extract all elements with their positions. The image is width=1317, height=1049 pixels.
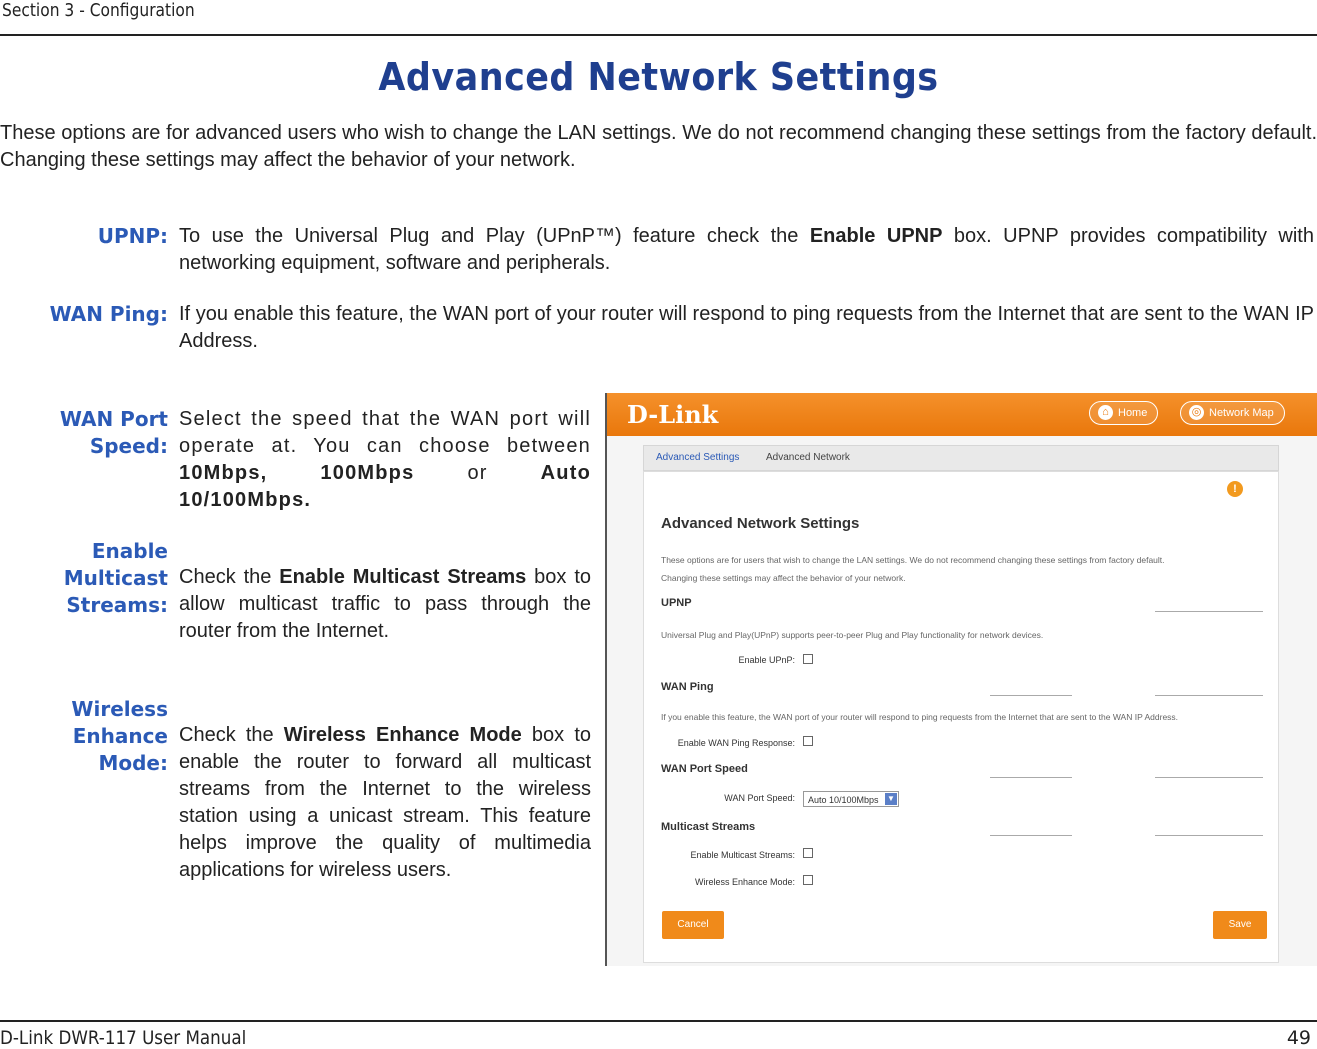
divider — [1155, 777, 1263, 778]
wan-ping-response-checkbox[interactable] — [803, 736, 813, 746]
network-map-button[interactable]: ◎ Network Map — [1180, 401, 1285, 425]
router-topbar — [607, 393, 1317, 436]
router-enable-upnp-label: Enable UPnP: — [738, 655, 795, 665]
enable-upnp-checkbox[interactable] — [803, 654, 813, 664]
router-breadcrumb — [643, 445, 1279, 471]
divider — [1155, 695, 1263, 696]
router-wan-port-speed-head: WAN Port Speed — [661, 763, 748, 775]
breadcrumb-advanced-network: Advanced Network — [766, 452, 850, 463]
wan-port-speed-select[interactable]: Auto 10/100Mbps ▼ — [803, 791, 899, 807]
router-panel-desc-1: These options are for users that wish to change the LAN settings. We do not recommend changing these settings from factory default. — [661, 555, 1165, 565]
info-icon[interactable]: ! — [1227, 481, 1243, 497]
router-upnp-desc: Universal Plug and Play(UPnP) supports peer-to-peer Plug and Play functionality for network devices. — [661, 630, 1044, 640]
router-wan-ping-response-label: Enable WAN Ping Response: — [677, 738, 795, 748]
wan-ping-label: WAN Ping: — [49, 302, 168, 326]
chevron-down-icon: ▼ — [885, 793, 897, 805]
divider — [990, 695, 1072, 696]
divider — [990, 835, 1072, 836]
wireless-enhance-description: Check the Wireless Enhance Mode box to enable the router to forward all multicast streams from the Internet to the wireless station using a unicast stream. This feature helps improve the quality of multimedia applications for wireless users. — [179, 724, 591, 881]
router-wan-ping-desc: If you enable this feature, the WAN port of your router will respond to ping requests from the Internet that are sent to the WAN IP Address. — [661, 712, 1179, 722]
wan-ping-description: If you enable this feature, the WAN port of your router will respond to ping requests from the Internet that are sent to the WAN IP Address. — [179, 303, 1314, 352]
intro-paragraph: These options are for advanced users who wish to change the LAN settings. We do not recommend changing these settings from the factory default. Changing these settings may affect the behavior of your network. — [0, 122, 1317, 171]
footer-rule — [0, 1020, 1317, 1022]
breadcrumb-advanced-settings[interactable]: Advanced Settings — [656, 452, 740, 463]
wireless-enhance-label: Wireless Enhance Mode: — [71, 697, 168, 775]
router-multicast-head: Multicast Streams — [661, 821, 756, 833]
multicast-description: Check the Enable Multicast Streams box to allow multicast traffic to pass through the router from the Internet. — [179, 566, 591, 642]
home-button[interactable]: ⌂ Home — [1089, 401, 1158, 425]
router-multicast-label: Enable Multicast Streams: — [690, 850, 795, 860]
router-upnp-head: UPNP — [661, 597, 692, 609]
wireless-enhance-checkbox[interactable] — [803, 875, 813, 885]
divider — [1155, 611, 1263, 612]
cancel-button[interactable]: Cancel — [662, 911, 724, 939]
router-panel-desc-2: Changing these settings may affect the behavior of your network. — [661, 573, 906, 583]
divider — [990, 777, 1072, 778]
router-panel-title: Advanced Network Settings — [661, 515, 860, 532]
multicast-checkbox[interactable] — [803, 848, 813, 858]
dlink-logo: D-Link — [627, 400, 719, 429]
save-button[interactable]: Save — [1213, 911, 1267, 939]
router-wan-ping-head: WAN Ping — [661, 681, 714, 693]
home-icon: ⌂ — [1098, 405, 1113, 420]
multicast-label: Enable Multicast Streams: — [63, 539, 168, 617]
router-wan-port-speed-label: WAN Port Speed: — [724, 793, 795, 803]
upnp-description: To use the Universal Plug and Play (UPnP™) feature check the Enable UPNP box. UPNP provides compatibility with networking equipment, software and peripherals. — [179, 225, 1314, 274]
divider — [1155, 835, 1263, 836]
network-map-icon: ◎ — [1189, 405, 1204, 420]
wan-port-speed-label: WAN Port Speed: — [59, 407, 168, 458]
section-header: Section 3 - Configuration — [2, 0, 195, 21]
router-wireless-enhance-label: Wireless Enhance Mode: — [694, 877, 795, 887]
wan-port-speed-description: Select the speed that the WAN port will operate at. You can choose between 10Mbps, 100Mbps or Auto 10/100Mbps. — [179, 408, 591, 511]
page-title: Advanced Network Settings — [378, 55, 939, 99]
page-number: 49 — [1286, 1027, 1311, 1049]
header-rule — [0, 34, 1317, 36]
footer-manual-title: D-Link DWR-117 User Manual — [0, 1027, 247, 1049]
router-screenshot — [605, 393, 1317, 966]
upnp-label: UPNP: — [97, 224, 168, 248]
